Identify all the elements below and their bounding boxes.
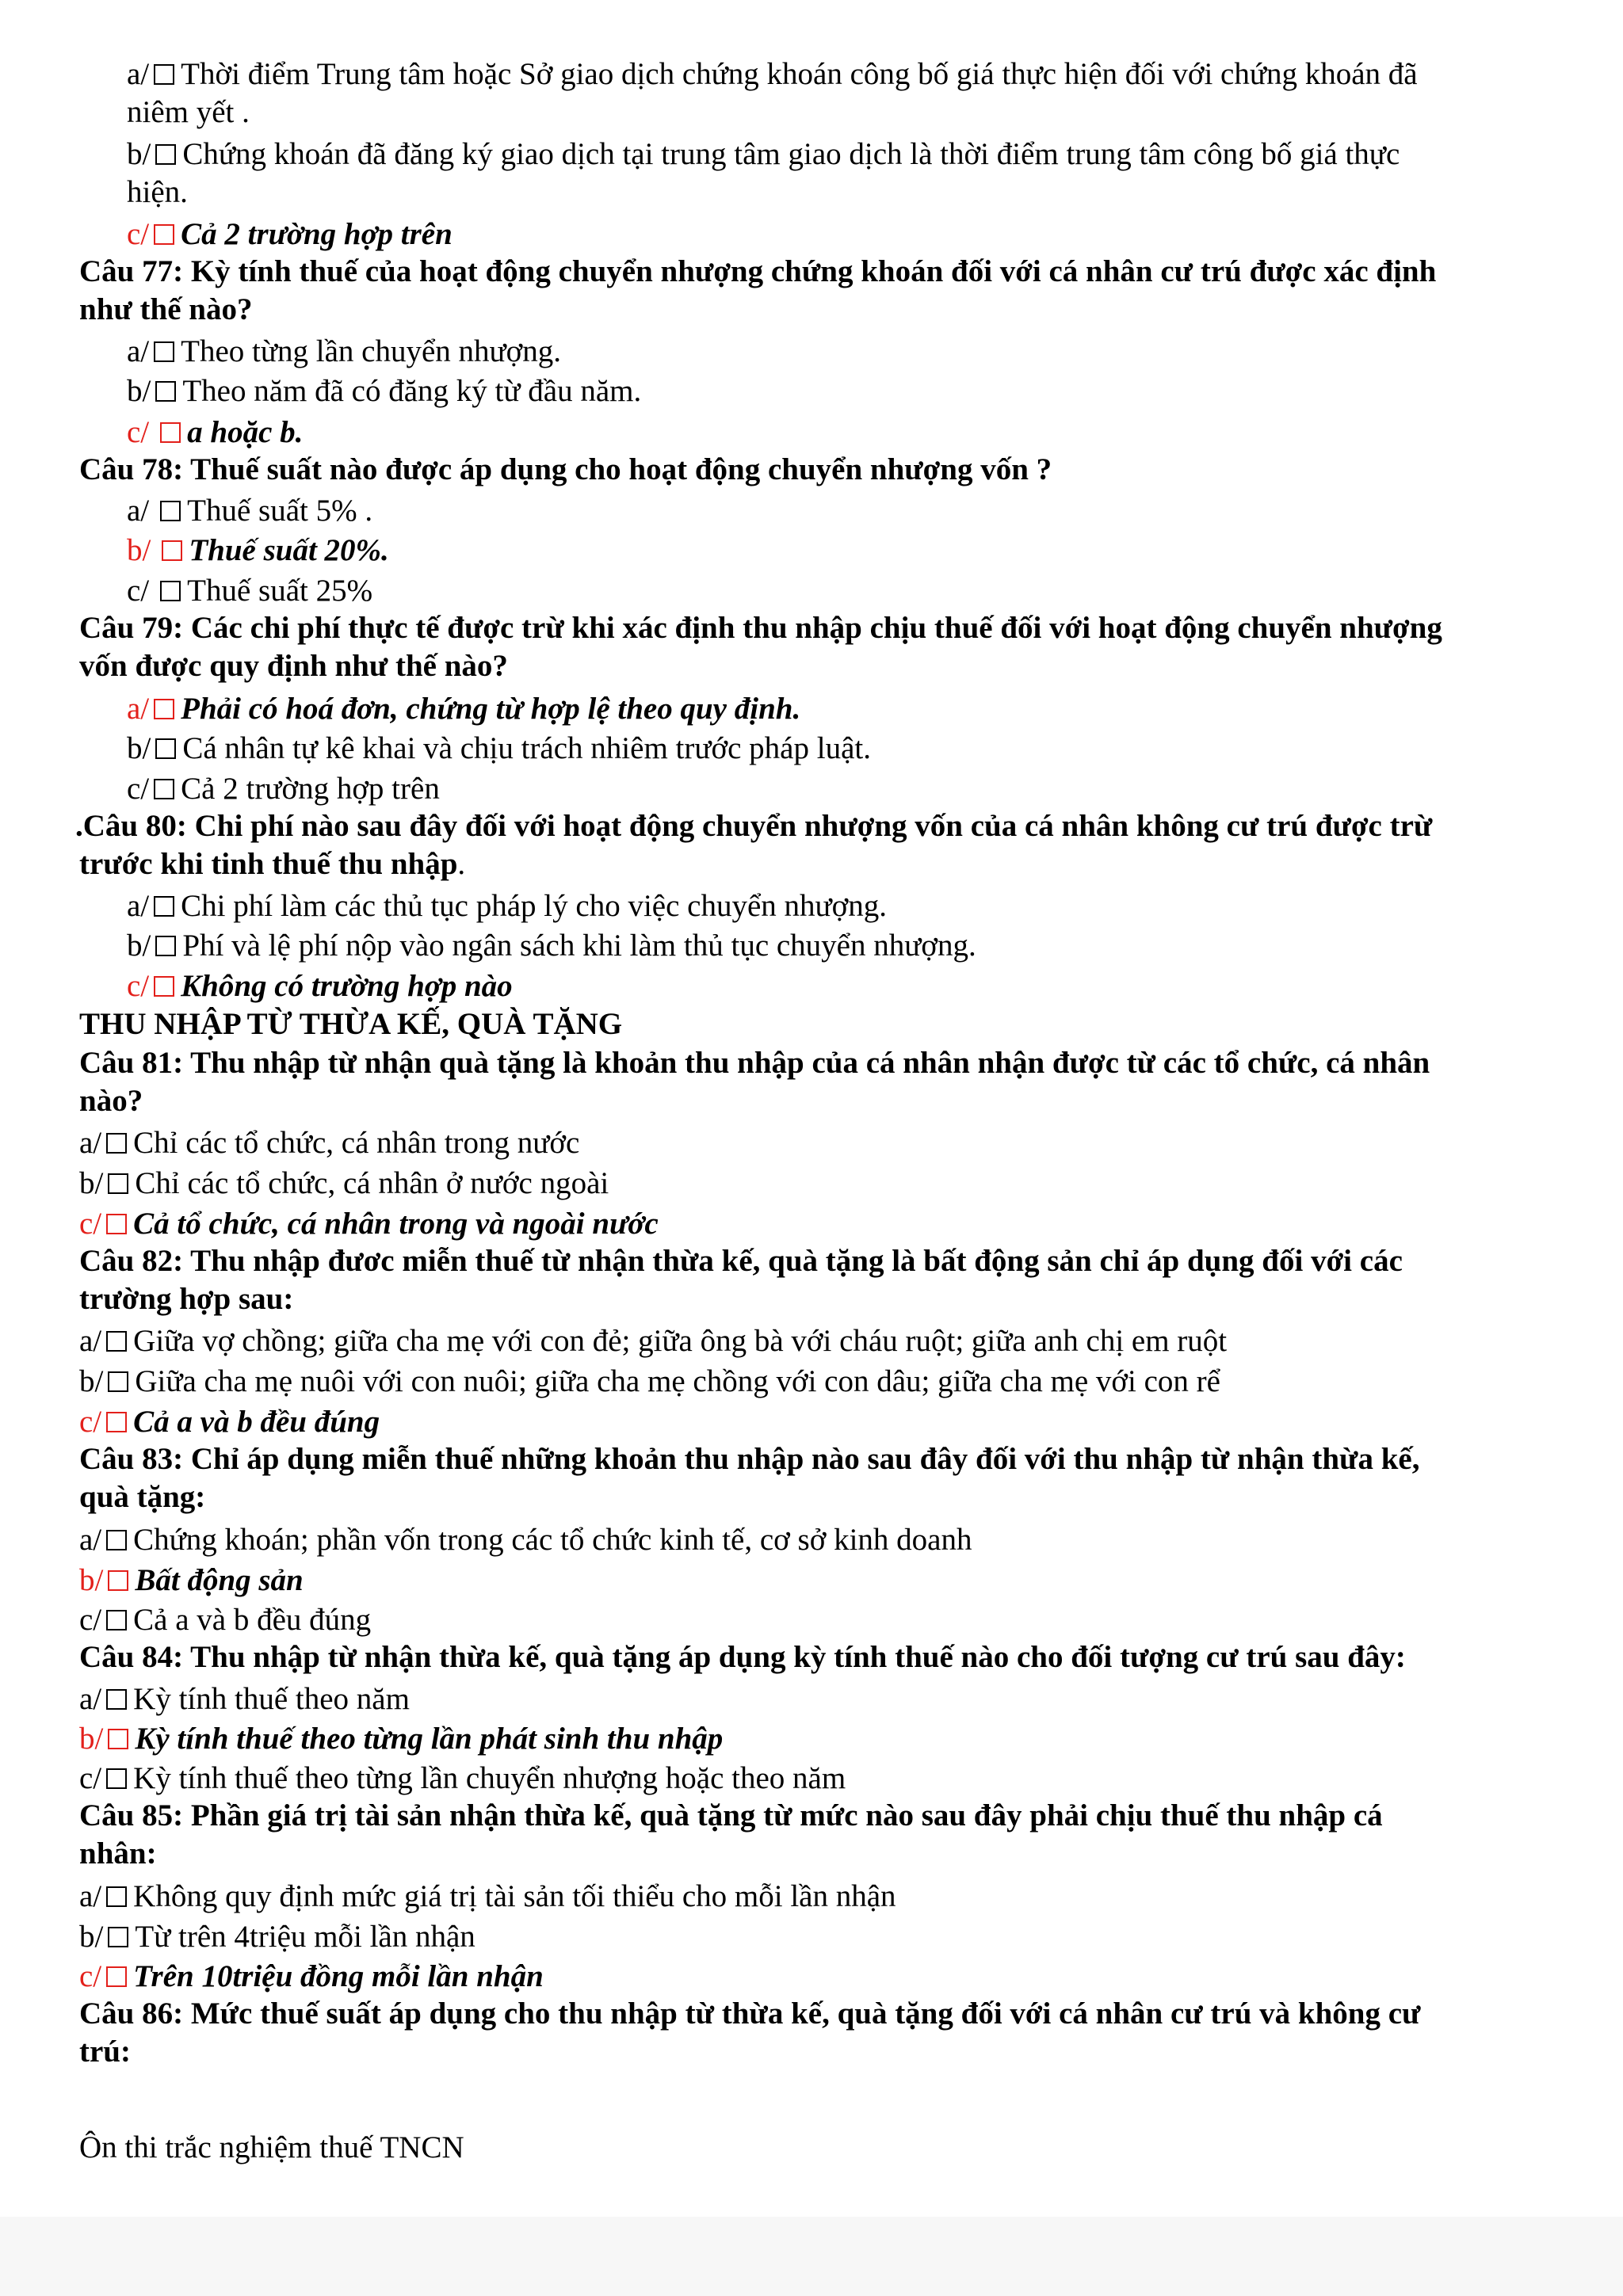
question-line <box>79 1836 157 1872</box>
question-line <box>79 610 1442 646</box>
answer-text: Bất động sản <box>135 1563 304 1597</box>
checkbox-icon <box>106 1768 127 1789</box>
answer-text: Chứng khoán; phần vốn trong các tổ chức kinh tế, cơ sở kinh doanh <box>133 1523 972 1557</box>
question-line <box>79 846 465 883</box>
checkbox-icon <box>106 1331 127 1352</box>
option-letter: c/ <box>127 772 150 806</box>
answer-option <box>79 1681 410 1718</box>
answer-text: Theo từng lần chuyển nhượng. <box>181 334 562 368</box>
checkbox-icon <box>154 779 174 799</box>
option-letter: a/ <box>79 1126 102 1160</box>
answer-text: Chứng khoán đã đăng ký giao dịch tại trung tâm giao dịch là thời điểm trung tâm công bố giá thực <box>182 137 1400 171</box>
option-letter: c/ <box>79 1761 102 1795</box>
checkbox-icon <box>106 1886 127 1907</box>
question-text: trường hợp sau: <box>79 1282 294 1316</box>
question-line <box>79 648 508 685</box>
checkbox-icon <box>106 1689 127 1710</box>
question-text: quà tặng: <box>79 1480 206 1514</box>
question-lead-mark: . <box>75 809 83 843</box>
answer-option-correct <box>79 1721 723 1757</box>
checkbox-icon <box>155 381 176 402</box>
footer-text: Ôn thi trắc nghiệm thuế TNCN <box>79 2130 464 2164</box>
checkbox-icon <box>155 738 176 759</box>
answer-text: Kỳ tính thuế theo năm <box>133 1682 410 1716</box>
question-line <box>79 1243 1403 1280</box>
answer-text: Cá nhân tự kê khai và chịu trách nhiêm trước pháp luật. <box>182 731 871 765</box>
option-letter: a/ <box>127 889 150 923</box>
checkbox-icon <box>154 224 174 245</box>
option-letter: b/ <box>79 1563 104 1597</box>
page-footer-band <box>0 2217 1623 2296</box>
question-line <box>79 1996 1420 2032</box>
option-letter: c/ <box>127 415 150 449</box>
question-text: Câu 78: Thuế suất nào được áp dụng cho hoạt động chuyển nhượng vốn ? <box>79 452 1052 486</box>
answer-text: Từ trên 4triệu mỗi lần nhận <box>135 1920 475 1954</box>
checkbox-icon <box>160 422 181 443</box>
answer-text: Thời điểm Trung tâm hoặc Sở giao dịch chứng khoán công bố giá thực hiện đối với chứng khoán đã <box>181 57 1418 91</box>
option-letter: b/ <box>127 731 151 765</box>
answer-text: hiện. <box>127 175 188 209</box>
answer-text: Phí và lệ phí nộp vào ngân sách khi làm thủ tục chuyển nhượng. <box>182 929 976 963</box>
answer-option <box>127 730 871 767</box>
option-letter: c/ <box>127 574 150 608</box>
answer-text: Thuế suất 20%. <box>189 533 389 567</box>
option-letter: c/ <box>79 1959 102 1993</box>
question-line <box>79 1083 143 1119</box>
checkbox-icon <box>106 1610 127 1630</box>
option-letter: a/ <box>127 57 150 91</box>
answer-option-correct <box>79 1562 304 1599</box>
answer-text: Cả a và b đều đúng <box>133 1405 380 1439</box>
question-text: Câu 86: Mức thuế suất áp dụng cho thu nhập từ thừa kế, quà tặng đối với cá nhân cư trú và không cư <box>79 1997 1421 2031</box>
checkbox-icon <box>154 896 174 917</box>
answer-option <box>127 56 1418 93</box>
option-letter: a/ <box>127 692 150 726</box>
section-heading-text: THU NHẬP TỪ THỪA KẾ, QUÀ TẶNG <box>79 1007 623 1041</box>
checkbox-icon <box>160 501 181 521</box>
answer-text: Giữa cha mẹ nuôi với con nuôi; giữa cha mẹ chồng với con dâu; giữa cha mẹ với con rể <box>135 1364 1220 1398</box>
answer-option-correct <box>79 1958 544 1995</box>
answer-option-correct <box>127 414 303 451</box>
question-text: Câu 84: Thu nhập từ nhận thừa kế, quà tặng áp dụng kỳ tính thuế nào cho đối tượng cư trú sau đây: <box>79 1640 1406 1674</box>
checkbox-icon <box>106 1966 127 1987</box>
answer-text: Giữa vợ chồng; giữa cha mẹ với con đẻ; giữa ông bà với cháu ruột; giữa anh chị em ruột <box>133 1324 1228 1358</box>
question-line <box>79 1639 1406 1676</box>
answer-text: Chỉ các tổ chức, cá nhân trong nước <box>133 1126 580 1160</box>
option-letter: c/ <box>79 1405 102 1439</box>
answer-option <box>127 493 372 529</box>
checkbox-icon <box>106 1530 127 1550</box>
question-text: nhân: <box>79 1836 157 1871</box>
answer-text: Chỉ các tổ chức, cá nhân ở nước ngoài <box>135 1166 609 1200</box>
answer-option <box>127 771 440 807</box>
answer-text: Chi phí làm các thủ tục pháp lý cho việc chuyển nhượng. <box>181 889 888 923</box>
answer-option <box>127 928 976 964</box>
question-text: như thế nào? <box>79 292 253 326</box>
question-text: Câu 81: Thu nhập từ nhận quà tặng là khoản thu nhập của cá nhân nhận được từ các tổ chức, cá nhân <box>79 1046 1430 1080</box>
option-letter: c/ <box>127 217 150 251</box>
option-letter: c/ <box>79 1207 102 1241</box>
answer-continuation <box>127 174 188 211</box>
section-heading <box>79 1006 622 1043</box>
option-letter: c/ <box>127 969 150 1003</box>
question-text: Câu 85: Phần giá trị tài sản nhận thừa kế, quà tặng từ mức nào sau đây phải chịu thuế thu nhập cá <box>79 1798 1383 1833</box>
question-line <box>79 1441 1419 1478</box>
answer-text: a hoặc b. <box>187 415 304 449</box>
option-letter: a/ <box>79 1879 102 1913</box>
answer-text: Cả a và b đều đúng <box>133 1603 372 1637</box>
checkbox-icon <box>106 1133 127 1154</box>
answer-continuation <box>127 94 250 131</box>
answer-text: Kỳ tính thuế theo từng lần chuyển nhượng hoặc theo năm <box>133 1761 846 1795</box>
question-line <box>79 1479 205 1516</box>
answer-option <box>79 1165 609 1202</box>
option-letter: b/ <box>79 1722 104 1756</box>
answer-option <box>79 1878 896 1915</box>
answer-text: niêm yết . <box>127 95 250 129</box>
answer-option <box>127 334 561 370</box>
question-text: Câu 83: Chỉ áp dụng miễn thuế những khoản thu nhập nào sau đây đối với thu nhập từ nhận thừa kế, <box>79 1442 1420 1476</box>
question-tail: . <box>457 847 466 881</box>
question-line <box>75 808 1432 845</box>
answer-text: Cả 2 trường hợp trên <box>181 772 440 806</box>
checkbox-icon <box>160 581 181 601</box>
option-letter: a/ <box>79 1523 102 1557</box>
answer-option <box>127 573 372 609</box>
question-line <box>79 452 1052 488</box>
answer-option-correct <box>127 968 513 1005</box>
answer-option <box>79 1522 972 1558</box>
checkbox-icon <box>155 936 176 956</box>
answer-option <box>79 1323 1227 1360</box>
option-letter: b/ <box>127 533 151 567</box>
checkbox-icon <box>108 1570 128 1591</box>
option-letter: a/ <box>127 494 150 528</box>
checkbox-icon <box>108 1927 128 1947</box>
answer-option-correct <box>79 1206 659 1242</box>
question-line <box>79 292 252 328</box>
answer-option-correct <box>79 1404 380 1440</box>
answer-text: Cả tổ chức, cá nhân trong và ngoài nước <box>133 1207 659 1241</box>
answer-option-correct <box>127 216 453 253</box>
checkbox-icon <box>108 1729 128 1749</box>
question-line <box>79 1798 1383 1834</box>
answer-text: Kỳ tính thuế theo từng lần phát sinh thu nhập <box>135 1722 724 1756</box>
answer-option <box>127 373 641 410</box>
answer-text: Phải có hoá đơn, chứng từ hợp lệ theo quy định. <box>181 692 801 726</box>
question-text: nào? <box>79 1084 143 1118</box>
option-letter: b/ <box>79 1166 104 1200</box>
question-line <box>79 1281 293 1318</box>
option-letter: a/ <box>79 1682 102 1716</box>
checkbox-icon <box>108 1371 128 1392</box>
checkbox-icon <box>155 144 176 165</box>
checkbox-icon <box>154 64 174 85</box>
answer-option <box>79 1760 846 1797</box>
question-text: vốn được quy định như thế nào? <box>79 649 508 683</box>
question-text: Câu 82: Thu nhập đươc miễn thuế từ nhận thừa kế, quà tặng là bất động sản chỉ áp dụng đối với các <box>79 1244 1403 1278</box>
question-text: trước khi tinh thuế thu nhập <box>79 847 458 881</box>
answer-option <box>79 1919 475 1955</box>
question-text: Câu 77: Kỳ tính thuế của hoạt động chuyển nhượng chứng khoán đối với cá nhân cư trú được xác định <box>79 254 1437 288</box>
answer-text: Không quy định mức giá trị tài sản tối thiểu cho mỗi lần nhận <box>133 1879 896 1913</box>
option-letter: a/ <box>79 1324 102 1358</box>
answer-text: Trên 10triệu đồng mỗi lần nhận <box>133 1959 544 1993</box>
option-letter: b/ <box>127 374 151 408</box>
option-letter: b/ <box>79 1920 104 1954</box>
option-letter: b/ <box>79 1364 104 1398</box>
answer-text: Không có trường hợp nào <box>181 969 513 1003</box>
option-letter: c/ <box>79 1603 102 1637</box>
checkbox-icon <box>154 976 174 997</box>
checkbox-icon <box>108 1173 128 1194</box>
answer-option <box>79 1363 1220 1400</box>
checkbox-icon <box>154 699 174 719</box>
answer-option <box>127 888 887 925</box>
answer-option-correct <box>127 532 389 569</box>
checkbox-icon <box>154 341 174 362</box>
checkbox-icon <box>162 540 182 561</box>
question-line <box>79 2034 131 2070</box>
option-letter: a/ <box>127 334 150 368</box>
answer-text: Thuế suất 25% <box>187 574 373 608</box>
answer-text: Theo năm đã có đăng ký từ đầu năm. <box>182 374 642 408</box>
checkbox-icon <box>106 1214 127 1234</box>
answer-option-correct <box>127 691 800 727</box>
answer-option <box>127 136 1400 173</box>
question-text: Câu 79: Các chi phí thực tế được trừ khi xác định thu nhập chịu thuế đối với hoạt động chuyển nhượng <box>79 611 1442 645</box>
question-text: trú: <box>79 2035 131 2069</box>
question-line <box>79 1045 1430 1081</box>
answer-option <box>79 1125 579 1161</box>
answer-option <box>79 1602 371 1638</box>
question-text: Câu 80: Chi phí nào sau đây đối với hoạt động chuyển nhượng vốn của cá nhân không cư trú được trừ <box>82 809 1433 843</box>
option-letter: b/ <box>127 137 151 171</box>
option-letter: b/ <box>127 929 151 963</box>
question-line <box>79 254 1436 290</box>
checkbox-icon <box>106 1412 127 1432</box>
answer-text: Cả 2 trường hợp trên <box>181 217 453 251</box>
answer-text: Thuế suất 5% . <box>187 494 373 528</box>
